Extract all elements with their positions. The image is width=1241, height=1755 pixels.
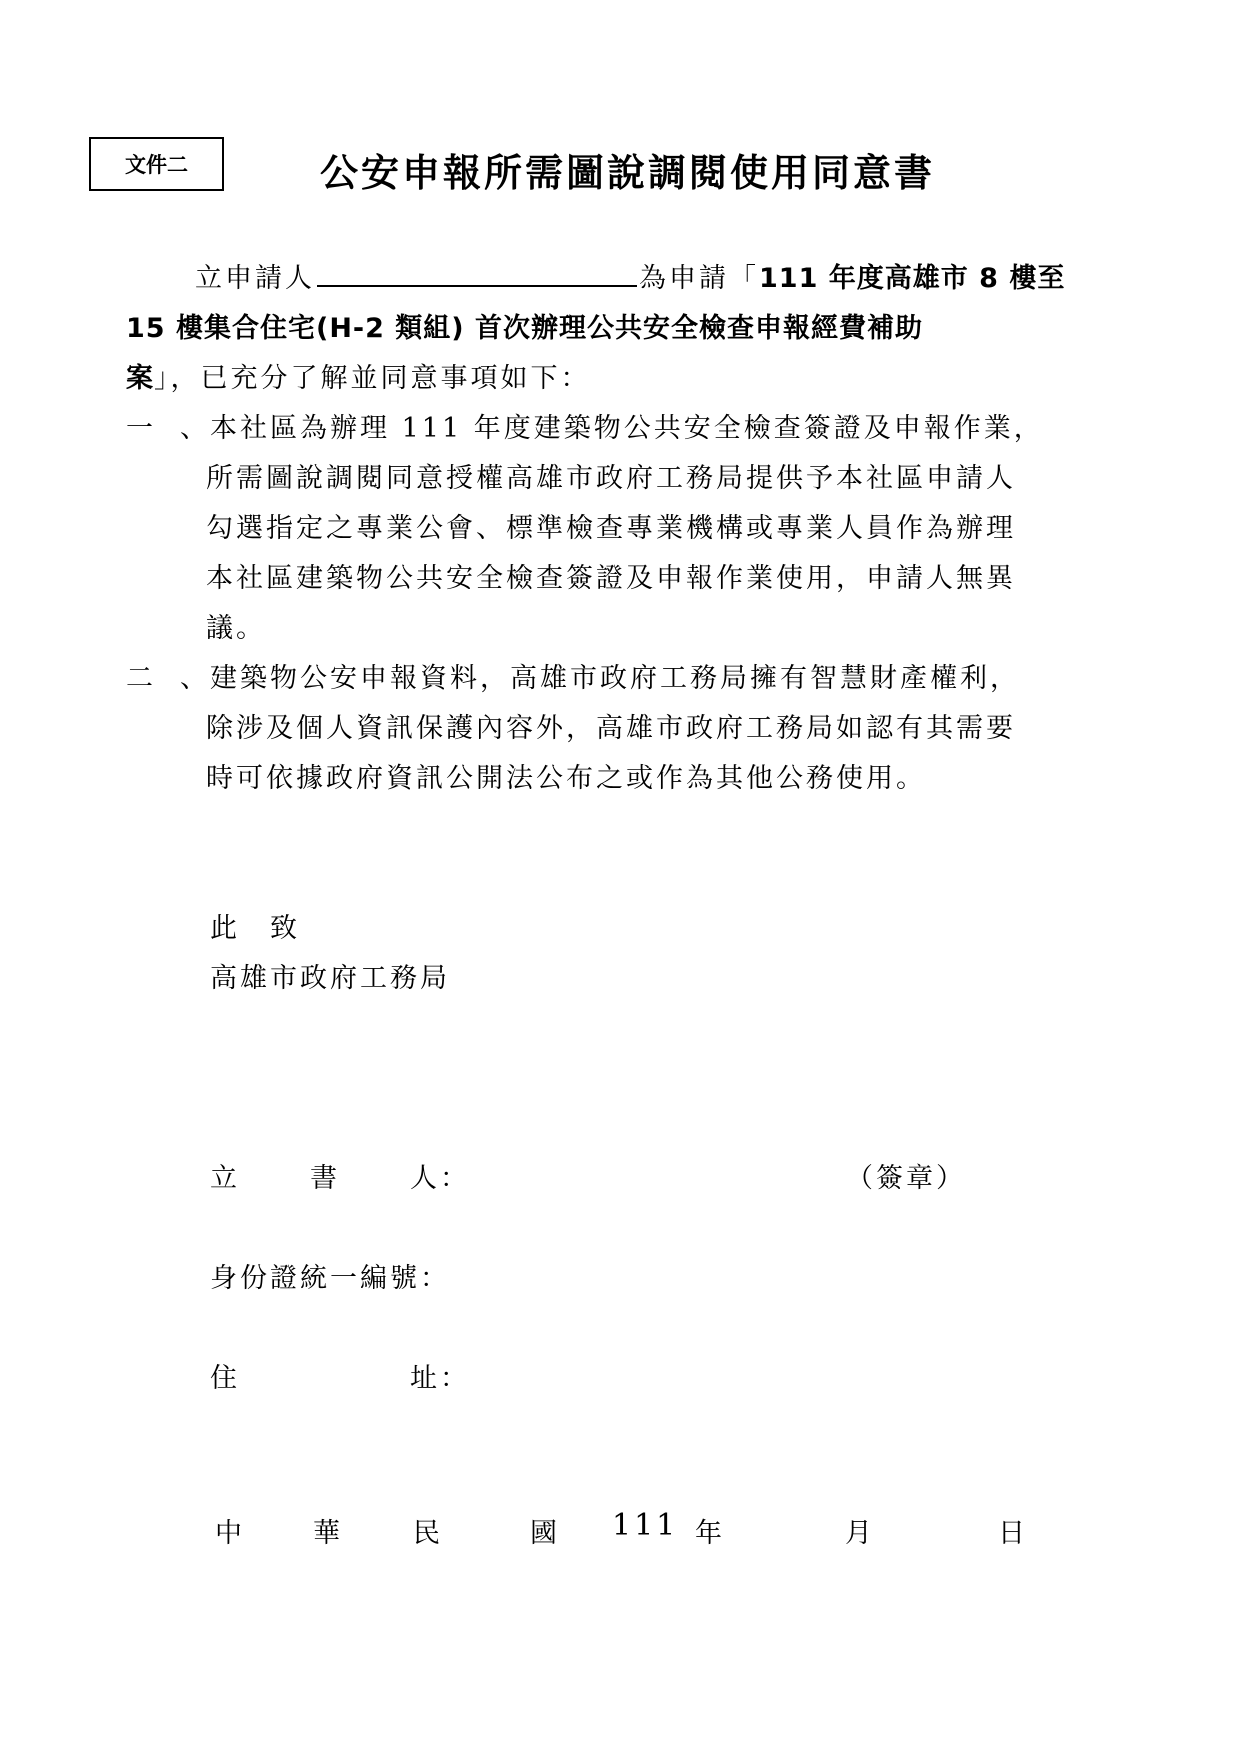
date-year: 111	[612, 1508, 679, 1543]
item-1-number: 一 、	[126, 413, 207, 444]
applicant-blank[interactable]	[317, 257, 637, 287]
recipient: 高雄市政府工務局	[210, 963, 450, 994]
date-char-1: 中	[215, 1518, 245, 1549]
date-year-unit: 年	[695, 1518, 725, 1549]
signer-char-2: 書	[310, 1163, 340, 1194]
item-2-line-3: 時可依據政府資訊公開法公布之或作為其他公務使用。	[206, 763, 926, 794]
item-2-line-1: 建築物公安申報資料，高雄市政府工務局擁有智慧財產權利，	[210, 663, 1020, 694]
item-1-line-1: 本社區為辦理 111 年度建築物公共安全檢查簽證及申報作業，	[210, 413, 1044, 444]
date-char-3: 民	[413, 1518, 443, 1549]
date-month-unit: 月	[845, 1518, 875, 1549]
page-title: 公安申報所需圖說調閱使用同意書	[320, 150, 936, 195]
item-1-line-3: 勾選指定之專業公會、標準檢查專業機構或專業人員作為辦理	[206, 513, 1016, 544]
salutation: 此 致	[210, 913, 300, 944]
date-day-unit: 日	[998, 1518, 1028, 1549]
signer-label-end: 人：	[410, 1163, 470, 1194]
date-char-2: 華	[313, 1518, 343, 1549]
item-1-line-2: 所需圖說調閱同意授權高雄市政府工務局提供予本社區申請人	[206, 463, 1016, 494]
intro-bold-2: 15 樓集合住宅(H-2 類組) 首次辦理公共安全檢查申報經費補助	[126, 313, 924, 344]
signer-char-1: 立	[210, 1163, 240, 1194]
seal-label: （簽章）	[846, 1163, 966, 1194]
address-label-end: 址：	[410, 1363, 470, 1394]
intro-middle: 為申請「	[639, 263, 759, 294]
date-char-4: 國	[530, 1518, 560, 1549]
id-number-label: 身份證統一編號：	[210, 1263, 450, 1294]
document-label: 文件二	[89, 137, 224, 191]
item-1-line-4: 本社區建築物公共安全檢查簽證及申報作業使用，申請人無異	[206, 563, 1016, 594]
item-2-line-2: 除涉及個人資訊保護內容外，高雄市政府工務局如認有其需要	[206, 713, 1016, 744]
item-2-number: 二 、	[126, 663, 207, 694]
intro-line-1	[195, 256, 1065, 295]
address-char-1: 住	[210, 1363, 240, 1394]
item-1-line-5: 議。	[206, 613, 266, 644]
intro-suffix: 」，已充分了解並同意事項如下：	[154, 363, 591, 394]
intro-bold-3: 案	[126, 363, 154, 394]
intro-bold-1: 111 年度高雄市 8 樓至	[759, 263, 1066, 294]
intro-line-3	[126, 356, 591, 395]
intro-prefix: 立申請人	[195, 263, 315, 294]
